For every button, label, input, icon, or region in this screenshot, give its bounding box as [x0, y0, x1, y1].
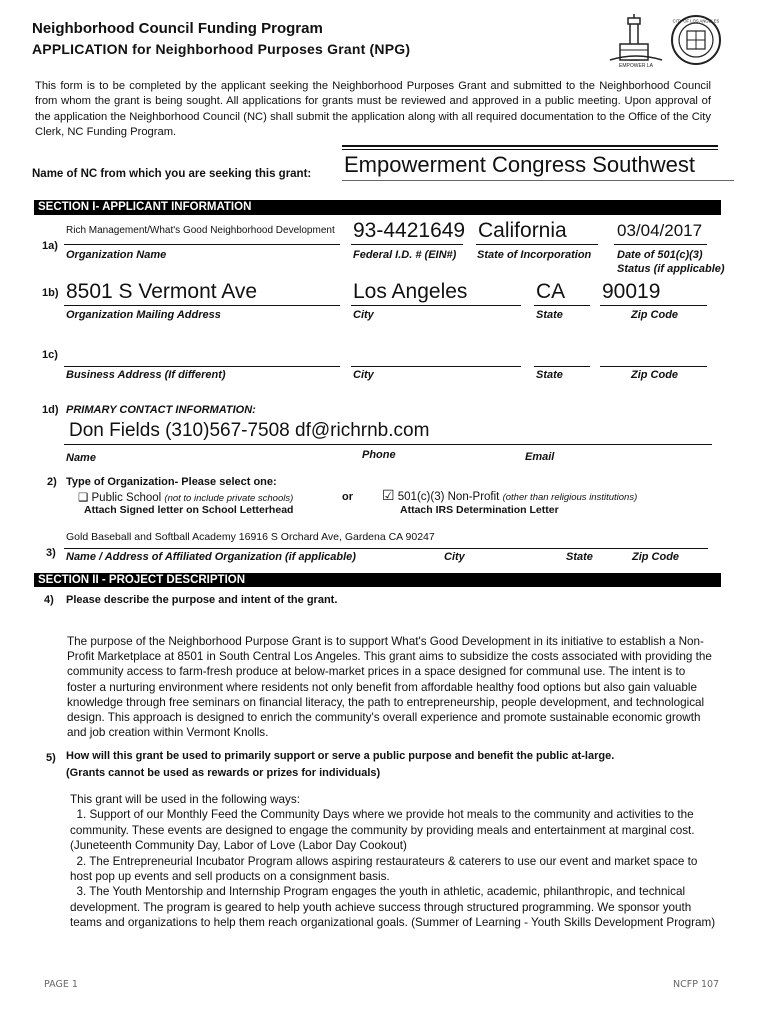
affiliated-name-label: Name / Address of Affiliated Organization (if applicable): [66, 551, 356, 563]
q1d-number: 1d): [42, 404, 59, 416]
mailing-address-field[interactable]: 8501 S Vermont Ave: [66, 280, 258, 303]
q5-answer-item-3: 3. The Youth Mentorship and Internship Program engages the youth in athletic, academic, philanthropic, and technical development. The program is geared to help youth achieve success through structured programming. We sponsor youth teams and organizations to help them reach organizational goals. (Summer of Learning - Youth Skills Development Program): [70, 885, 716, 930]
city-tower-logo: [606, 14, 666, 68]
business-state-field[interactable]: [534, 366, 590, 367]
q5-answer-item-1: 1. Support of our Monthly Feed the Community Days where we provide hot meals to the community and activities to the community. These events are designed to engage the community by providing meals and entertainment at marginal cost. (Juneteenth Community Day, Labor of Love (Labor Day Cookout): [70, 808, 698, 853]
business-city-label: City: [353, 369, 374, 381]
city-field[interactable]: Los Angeles: [353, 280, 468, 303]
application-title: APPLICATION for Neighborhood Purposes Grant (NPG): [32, 41, 411, 57]
public-school-note: (not to include private schools): [164, 493, 294, 504]
form-id: NCFP 107: [673, 979, 720, 990]
date501-field[interactable]: 03/04/2017: [617, 221, 703, 240]
program-title: Neighborhood Council Funding Program: [32, 20, 323, 37]
city-tower-logo-text: EMPOWER LA: [619, 63, 653, 68]
q4-number: 4): [44, 594, 54, 606]
affiliated-city-label: City: [444, 551, 465, 563]
q5-answer-intro: This grant will be used in the following ways:: [70, 793, 300, 806]
date501-label: Date of 501(c)(3): [617, 249, 703, 261]
contact-email-label: Email: [525, 451, 555, 463]
public-school-checkbox[interactable]: ❑: [78, 492, 89, 504]
q5-question: How will this grant be used to primarily support or serve a public purpose and benefit the public at-large.: [66, 750, 615, 762]
nonprofit-option[interactable]: [382, 487, 637, 504]
q3-number: 3): [46, 547, 56, 559]
section2-header: SECTION II - PROJECT DESCRIPTION: [34, 573, 721, 587]
business-state-label: State: [536, 369, 563, 381]
business-address-label: Business Address (If different): [66, 369, 226, 381]
affiliated-org-field[interactable]: Gold Baseball and Softball Academy 16916 S Orchard Ave, Gardena CA 90247: [66, 531, 435, 543]
ein-field[interactable]: 93-4421649: [353, 219, 466, 242]
public-school-attach: Attach Signed letter on School Letterhead: [84, 504, 294, 516]
nc-name-field[interactable]: Empowerment Congress Southwest: [344, 152, 695, 177]
org-name-field[interactable]: Rich Management/What's Good Neighborhood Development: [66, 225, 335, 236]
nonprofit-note: (other than religious institutions): [502, 492, 638, 503]
affiliated-zip-label: Zip Code: [632, 551, 680, 563]
city-label: City: [353, 309, 374, 321]
primary-contact-field[interactable]: Don Fields (310)567-7508 df@richrnb.com: [69, 420, 430, 441]
q1b-number: 1b): [42, 287, 59, 299]
q2-title: Type of Organization- Please select one:: [66, 476, 277, 488]
business-zip-field[interactable]: [600, 366, 707, 367]
state-label: State: [536, 309, 563, 321]
public-school-label: Public School: [91, 492, 162, 504]
business-zip-label: Zip Code: [631, 369, 679, 381]
q5-answer-item-2: 2. The Entrepreneurial Incubator Program allows aspiring restaurateurs & caterers to use our event and market space to host pop up events and sell products on a consignment basis.: [70, 854, 701, 884]
q1c-number: 1c): [42, 349, 58, 361]
nonprofit-checkbox[interactable]: ☑: [382, 487, 395, 503]
intro-text: This form is to be completed by the applicant seeking the Neighborhood Purposes Grant and submitted to the Neighborhood Council from whom the grant is being sought. All applications for grants must be reviewed and approved in a public meeting. Upon approval of the application the Neighborhood Council (NC) shall submit the application along with all required documentation to the Office of the City Clerk, NC Funding Program.: [35, 80, 711, 139]
contact-name-label: Name: [66, 452, 96, 464]
state-field[interactable]: CA: [536, 280, 566, 303]
nc-name-label: Name of NC from which you are seeking this grant:: [32, 168, 312, 180]
or-label: or: [342, 491, 353, 503]
state-inc-field[interactable]: California: [478, 219, 567, 242]
zip-label: Zip Code: [631, 309, 679, 321]
date501-label-2: Status (if applicable): [617, 263, 725, 275]
q5-answer[interactable]: [70, 792, 720, 931]
zip-field[interactable]: 90019: [602, 280, 661, 303]
q5-number: 5): [46, 752, 56, 764]
ein-label: Federal I.D. # (EIN#): [353, 249, 457, 261]
nonprofit-attach: Attach IRS Determination Letter: [400, 504, 559, 516]
city-seal-text: CITY OF LOS ANGELES: [672, 18, 720, 24]
primary-contact-title: PRIMARY CONTACT INFORMATION:: [66, 404, 256, 416]
q4-answer[interactable]: The purpose of the Neighborhood Purpose Grant is to support What's Good Development in its initiative to establish a Non-Profit Marketplace at 8501 in South Central Los Angeles. This grant aims to subsidize the costs associated with providing the community access to farm-fresh produce at below-market prices in a space designed for communal use. The intent is to foster a nurturing environment where residents not only benefit from affordable healthy food options but also gain valuable knowledge through free seminars on financial literacy, the path to entrepreneurship, people development, and technological design. This approach is designed to enrich the community's overall experience and promote sustainable economic growth and job creation within Vermont Knolls.: [67, 635, 712, 740]
page-number: PAGE 1: [44, 979, 78, 990]
business-city-field[interactable]: [351, 366, 521, 367]
affiliated-state-label: State: [566, 551, 593, 563]
mailing-address-label: Organization Mailing Address: [66, 309, 221, 321]
state-inc-label: State of Incorporation: [477, 249, 592, 261]
city-seal: [670, 14, 722, 66]
section1-header: SECTION I- APPLICANT INFORMATION: [34, 200, 721, 215]
q1a-number: 1a): [42, 240, 58, 252]
public-school-option[interactable]: [78, 490, 293, 504]
nonprofit-label: 501(c)(3) Non-Profit: [397, 491, 500, 503]
q2-number: 2): [47, 476, 57, 488]
q5-question-note: (Grants cannot be used as rewards or prizes for individuals): [66, 767, 381, 779]
org-name-label: Organization Name: [66, 249, 167, 261]
business-address-field[interactable]: [64, 366, 340, 367]
contact-phone-label: Phone: [362, 449, 396, 461]
q4-question: Please describe the purpose and intent of the grant.: [66, 594, 338, 606]
